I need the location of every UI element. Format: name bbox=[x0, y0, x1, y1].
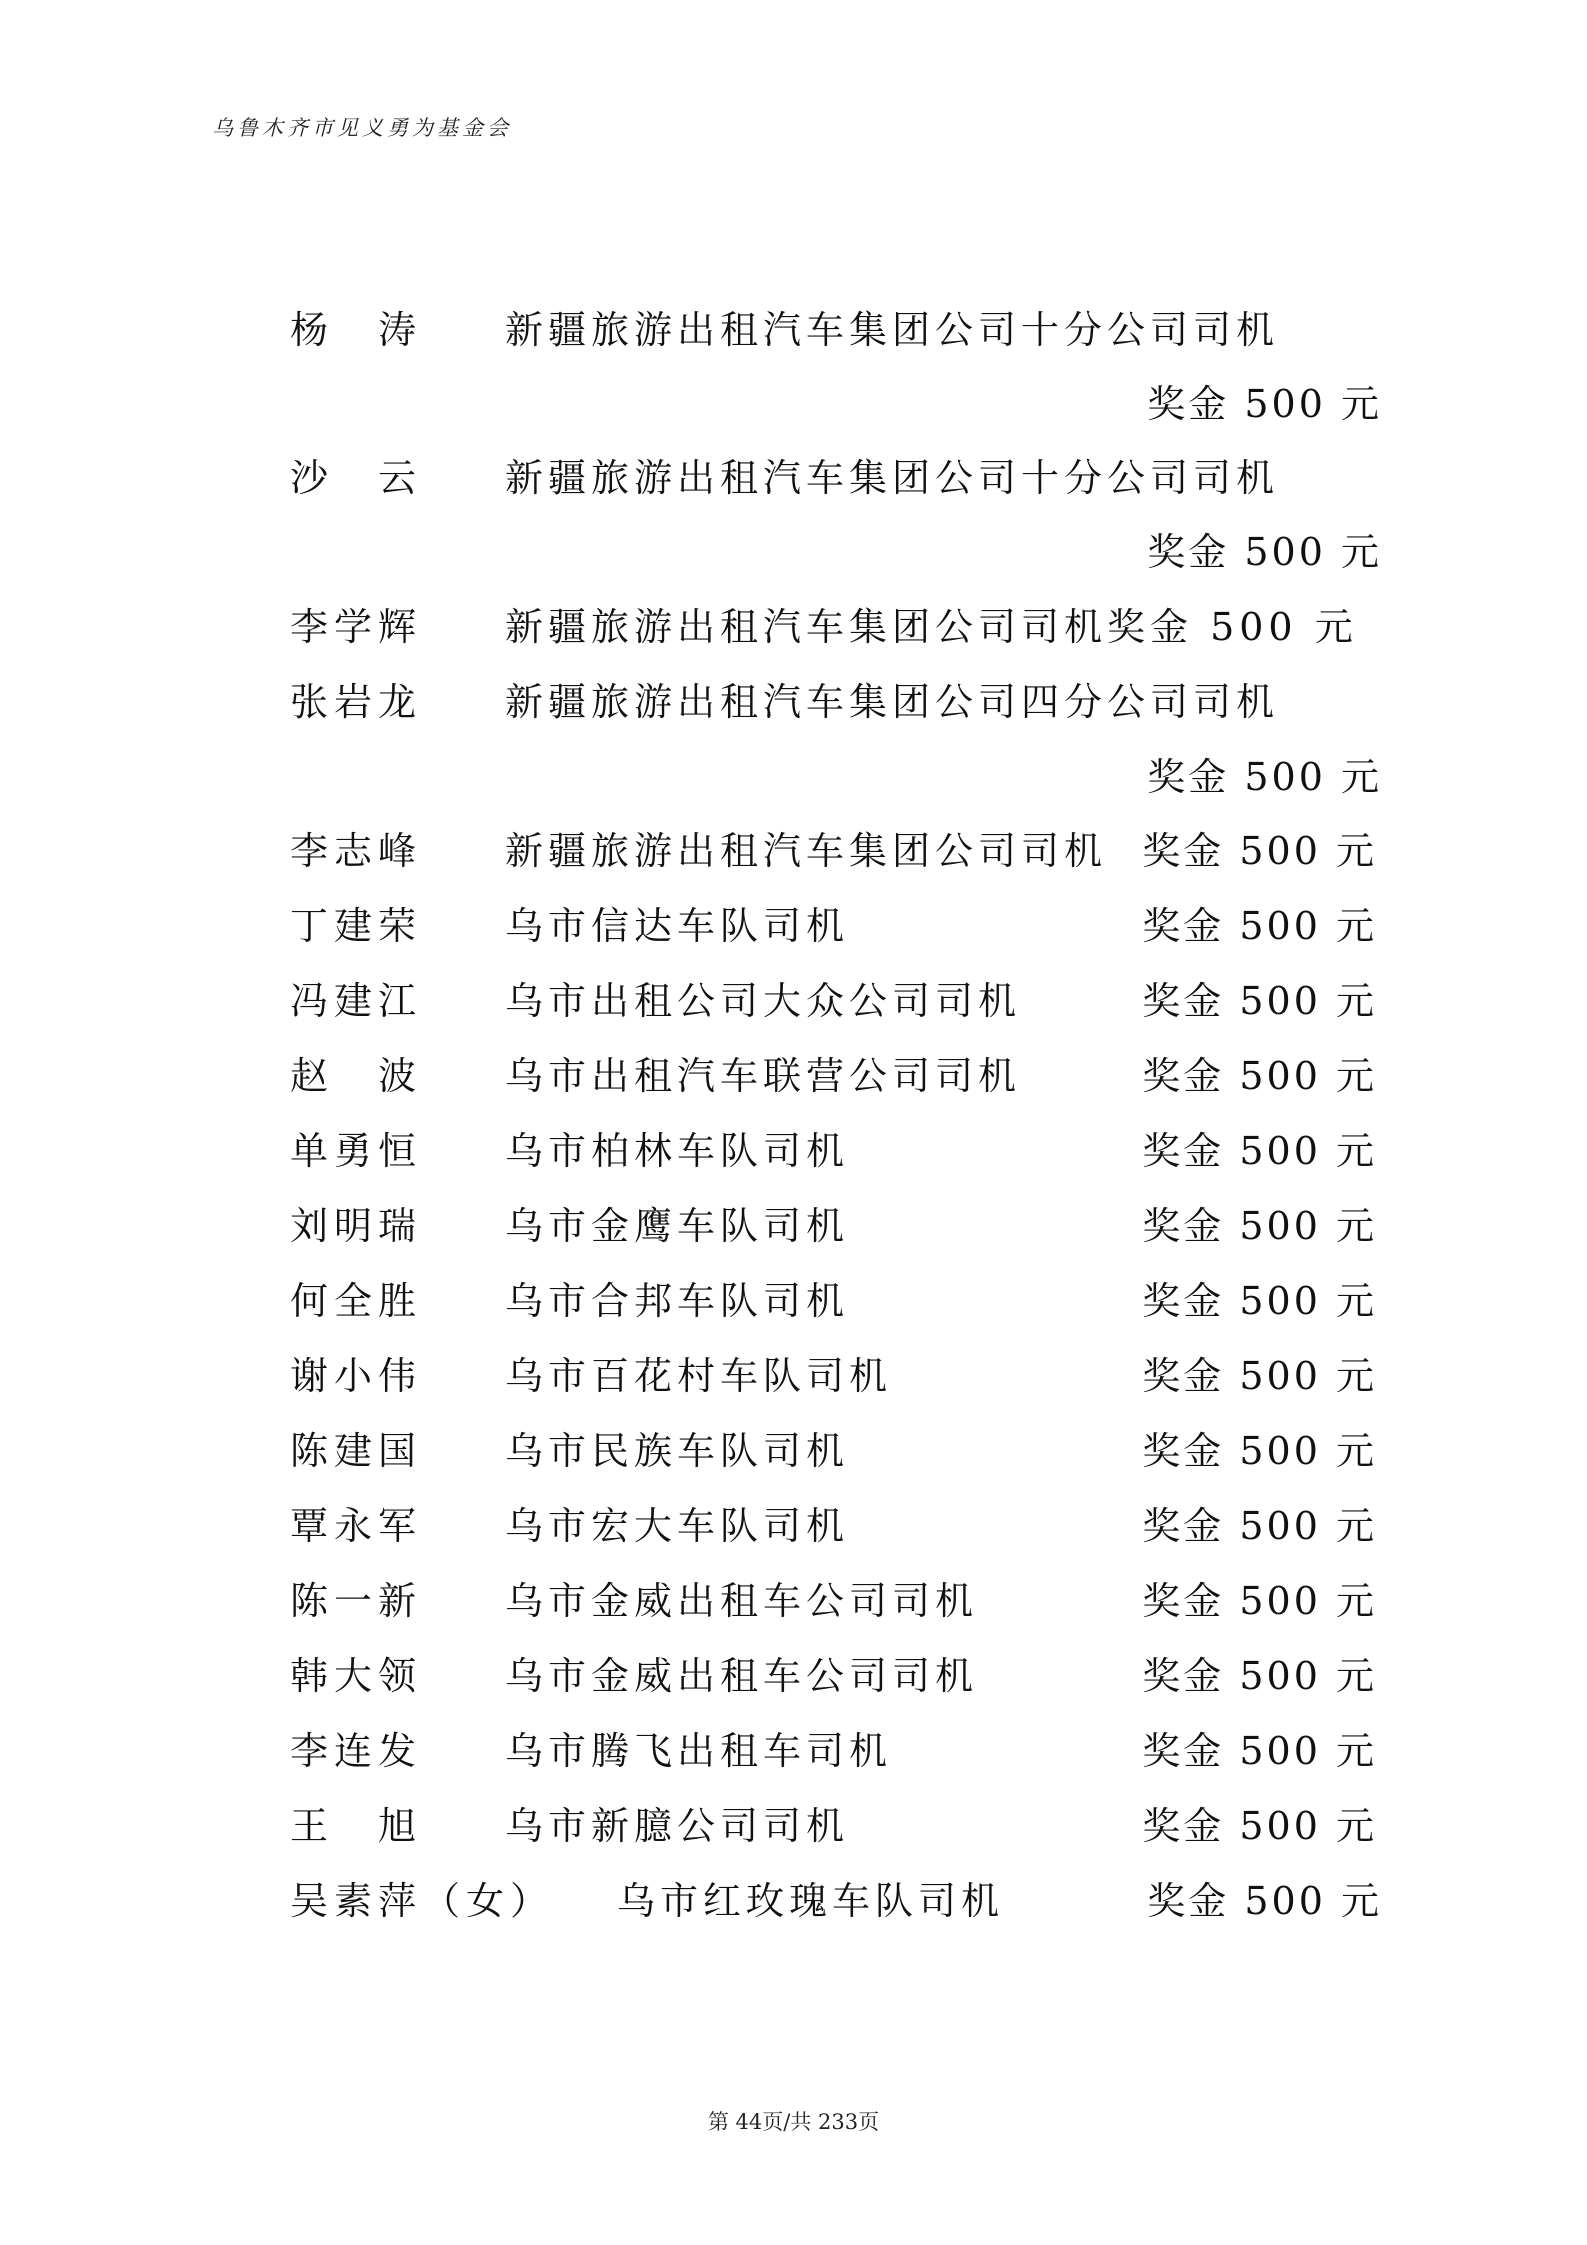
recipient-name: 单勇恒 bbox=[290, 1129, 423, 1173]
recipient-name: 刘明瑞 bbox=[290, 1204, 423, 1248]
list-item bbox=[0, 299, 1587, 359]
list-item bbox=[0, 1195, 1587, 1255]
page-number: 第 44页/共 233页 bbox=[707, 2110, 880, 2134]
recipient-name: 丁建荣 bbox=[290, 904, 423, 948]
recipient-name: 李志峰 bbox=[290, 829, 423, 873]
page-header: 乌鲁木齐市见义勇为基金会 bbox=[212, 116, 512, 140]
award-amount: 奖金 500 元 bbox=[1142, 1654, 1377, 1698]
list-item bbox=[0, 1570, 1587, 1630]
list-item bbox=[0, 1345, 1587, 1405]
list-item bbox=[0, 596, 1587, 656]
recipient-name: 李学辉 bbox=[290, 605, 423, 649]
list-item bbox=[0, 1120, 1587, 1180]
recipient-unit: 新疆旅游出租汽车集团公司司机 bbox=[505, 829, 1108, 873]
list-item bbox=[0, 820, 1587, 880]
recipient-unit: 乌市腾飞出租车司机 bbox=[505, 1729, 893, 1773]
recipient-unit: 乌市新臆公司司机 bbox=[505, 1804, 850, 1848]
recipient-unit: 乌市金威出租车公司司机 bbox=[505, 1579, 979, 1623]
award-amount: 奖金 500 元 bbox=[1142, 1129, 1377, 1173]
recipient-name: 韩大领 bbox=[290, 1654, 423, 1698]
recipient-name: 陈建国 bbox=[290, 1429, 423, 1473]
list-item bbox=[0, 1420, 1587, 1480]
list-item bbox=[0, 1645, 1587, 1705]
award-amount: 奖金 500 元 bbox=[1142, 904, 1377, 948]
recipient-name: 张岩龙 bbox=[290, 680, 423, 724]
award-amount: 奖金 500 元 bbox=[1142, 979, 1377, 1023]
list-item bbox=[0, 1720, 1587, 1780]
recipient-unit: 乌市红玫瑰车队司机 bbox=[617, 1879, 1005, 1923]
recipient-name: 冯建江 bbox=[290, 979, 423, 1023]
award-amount: 奖金 500 元 bbox=[1142, 1579, 1377, 1623]
list-item bbox=[0, 970, 1587, 1030]
recipient-name: 覃永军 bbox=[290, 1504, 423, 1548]
recipient-unit: 乌市信达车队司机 bbox=[505, 904, 850, 948]
list-item bbox=[0, 1045, 1587, 1105]
award-amount: 奖金 500 元 bbox=[1142, 1729, 1377, 1773]
award-amount: 奖金 500 元 bbox=[1147, 530, 1382, 574]
list-item bbox=[0, 671, 1587, 731]
list-item-award-line bbox=[0, 373, 1587, 433]
award-amount: 奖金 500 元 bbox=[1142, 1204, 1377, 1248]
award-amount: 奖金 500 元 bbox=[1142, 1354, 1377, 1398]
recipient-unit: 新疆旅游出租汽车集团公司十分公司司机 bbox=[505, 456, 1280, 500]
recipient-unit: 乌市宏大车队司机 bbox=[505, 1504, 850, 1548]
recipient-name: 赵 波 bbox=[290, 1054, 423, 1098]
award-amount: 奖金 500 元 bbox=[1147, 382, 1382, 426]
award-amount: 奖金 500 元 bbox=[1142, 1804, 1377, 1848]
list-item-award-line bbox=[0, 746, 1587, 806]
list-item bbox=[0, 1495, 1587, 1555]
list-item bbox=[0, 447, 1587, 507]
recipient-unit: 乌市百花村车队司机 bbox=[505, 1354, 893, 1398]
recipient-unit: 新疆旅游出租汽车集团公司四分公司司机 bbox=[505, 680, 1280, 724]
recipient-unit: 乌市柏林车队司机 bbox=[505, 1129, 850, 1173]
recipient-unit: 乌市金威出租车公司司机 bbox=[505, 1654, 979, 1698]
recipient-name: 谢小伟 bbox=[290, 1354, 423, 1398]
recipient-unit: 乌市民族车队司机 bbox=[505, 1429, 850, 1473]
recipient-unit: 乌市合邦车队司机 bbox=[505, 1279, 850, 1323]
recipient-unit: 乌市出租汽车联营公司司机 bbox=[505, 1054, 1022, 1098]
award-amount: 奖金 500 元 bbox=[1142, 1054, 1377, 1098]
list-item bbox=[0, 1270, 1587, 1330]
recipient-unit: 乌市金鹰车队司机 bbox=[505, 1204, 850, 1248]
list-item bbox=[0, 895, 1587, 955]
recipient-name: 陈一新 bbox=[290, 1579, 423, 1623]
award-amount: 奖金 500 元 bbox=[1147, 1879, 1382, 1923]
recipient-name: 何全胜 bbox=[290, 1279, 423, 1323]
recipient-name: 李连发 bbox=[290, 1729, 423, 1773]
award-amount: 奖金 500 元 bbox=[1142, 829, 1377, 873]
recipient-unit: 新疆旅游出租汽车集团公司司机奖金 500 元 bbox=[505, 605, 1358, 649]
recipient-unit: 新疆旅游出租汽车集团公司十分公司司机 bbox=[505, 308, 1280, 352]
award-amount: 奖金 500 元 bbox=[1142, 1504, 1377, 1548]
award-amount: 奖金 500 元 bbox=[1142, 1429, 1377, 1473]
list-item bbox=[0, 1795, 1587, 1855]
recipient-name: 沙 云 bbox=[290, 456, 423, 500]
award-amount: 奖金 500 元 bbox=[1147, 755, 1382, 799]
recipient-name: 王 旭 bbox=[290, 1804, 423, 1848]
award-amount: 奖金 500 元 bbox=[1142, 1279, 1377, 1323]
list-item-award-line bbox=[0, 521, 1587, 581]
list-item bbox=[0, 1870, 1587, 1930]
recipient-name: 吴素萍（女） bbox=[290, 1879, 555, 1923]
recipient-name: 杨 涛 bbox=[290, 308, 423, 352]
recipient-unit: 乌市出租公司大众公司司机 bbox=[505, 979, 1022, 1023]
